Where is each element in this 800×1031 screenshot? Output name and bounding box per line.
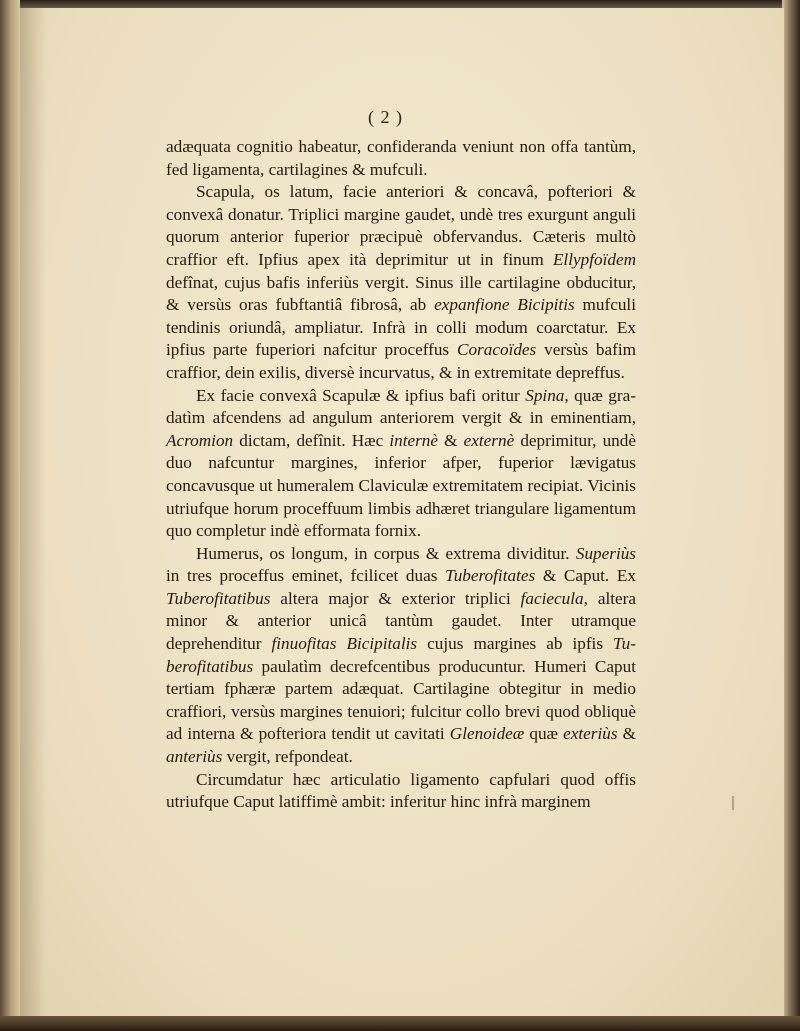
italic-term: anteriùs [166, 747, 223, 767]
italic-term: expanfione Bicipitis [434, 295, 575, 315]
paragraph [166, 385, 636, 543]
italic-term: Coracoïdes [457, 340, 537, 360]
text-run: dictam, defînit. Hæc [233, 430, 390, 450]
italic-term: exteriùs [563, 724, 618, 744]
text-run: , quæ gradatìm afcendens ad angulum anteriorem vergit & in eminentiam, [166, 385, 636, 428]
text-run: mufculi tendinis oriundâ, ampliatur. Infrà in colli modum coarctatur. Ex ipfius parte fuperiori nafcitur proceffus [166, 295, 636, 360]
italic-term: Superiùs [575, 543, 636, 563]
gutter-shadow [20, 8, 46, 1018]
paragraph [166, 181, 636, 384]
body-text [166, 136, 636, 814]
italic-term: Glenoideæ [449, 724, 525, 744]
italic-term: faciecula [520, 588, 584, 608]
text-run: adæquata cognitio habeatur, confideranda veniunt non offa tantùm, fed ligamenta, cartilagines & mufculi. [166, 137, 636, 179]
italic-term: Ellypfoïdem [552, 249, 636, 269]
paragraph [166, 769, 636, 814]
italic-term: Tuberofitates [445, 566, 536, 586]
italic-term: externè [463, 430, 515, 450]
text-run: deprimitur, undè duo nafcuntur margines, inferior afper, fuperior lævigatus concavusque ut humeralem Claviculæ extremitatem recipiat. Vicinis utriufque horum proceffuum limbis adhæret triangulare ligamentum quo completur indè efformata fornix. [166, 430, 636, 541]
text-run: vergit, refpondeat. [222, 747, 353, 767]
text-run: & [438, 430, 464, 450]
text-run: Circumdatur hæc articulatio ligamento capfulari quod offis utriufque Caput latiffimè ambit: inferitur hinc infrà marginem [166, 769, 636, 812]
page-fore-edge [782, 0, 800, 1031]
text-run: cujus margines ab ipfis [417, 634, 614, 654]
paper-sheet [20, 8, 784, 1018]
italic-term: finuofitas Bicipitalis [271, 634, 418, 654]
italic-term: Acromion [166, 430, 234, 450]
paragraph [166, 543, 636, 769]
text-run: , altera minor & anterior unicâ tantùm gaudet. Inter utramque deprehenditur [166, 588, 636, 654]
text-run: Ex facie convexâ Scapulæ & ipfius bafi oritur [196, 385, 526, 405]
text-run: & Caput. Ex [535, 566, 636, 586]
text-run: in tres proceffus eminet, fcilicet duas [166, 566, 446, 586]
italic-term: Spina [525, 385, 565, 405]
text-run: Humerus, os longum, in corpus & extrema dividitur. [196, 543, 576, 563]
text-run: defînat, cujus bafis inferiùs vergit. Sinus ille cartilagine obducitur, & versùs oras fubftantiâ fibrosâ, ab [166, 272, 636, 315]
text-run: Scapula, os latum, facie anteriori & concavâ, pofteriori & convexâ donatur. Triplici margine gaudet, undè tres exurgunt anguli quorum anterior fuperior præcipuè obfervandus. Cæteris multò craffior eft. Ipfius apex ità deprimitur ut in finum [166, 182, 636, 269]
text-run: altera major & exterior triplici [270, 588, 521, 608]
margin-mark [732, 796, 734, 810]
text-run: versùs bafim craffior, dein exilis, diversè incurvatus, & in extremitate depreffus. [166, 340, 636, 382]
page-bottom-edge [0, 1016, 800, 1031]
text-run: paulatìm decrefcentibus producuntur. Humeri Caput tertiam fphæræ partem adæquat. Cartilagine obtegitur in medio craffiori, versùs margines tenuiori; fulcitur collo brevi quod obliquè ad interna & pofteriora tendit ut cavitati [166, 656, 636, 744]
page-number: ( 2 ) [368, 107, 403, 127]
italic-term: Tuberofitatibus [166, 588, 271, 608]
text-run: quæ [524, 724, 564, 744]
paragraph [166, 136, 636, 181]
text-run: & [617, 724, 636, 744]
book-spine-edge [0, 0, 20, 1031]
italic-term: internè [389, 430, 439, 450]
italic-term: Tuberofitatibus [166, 634, 636, 676]
